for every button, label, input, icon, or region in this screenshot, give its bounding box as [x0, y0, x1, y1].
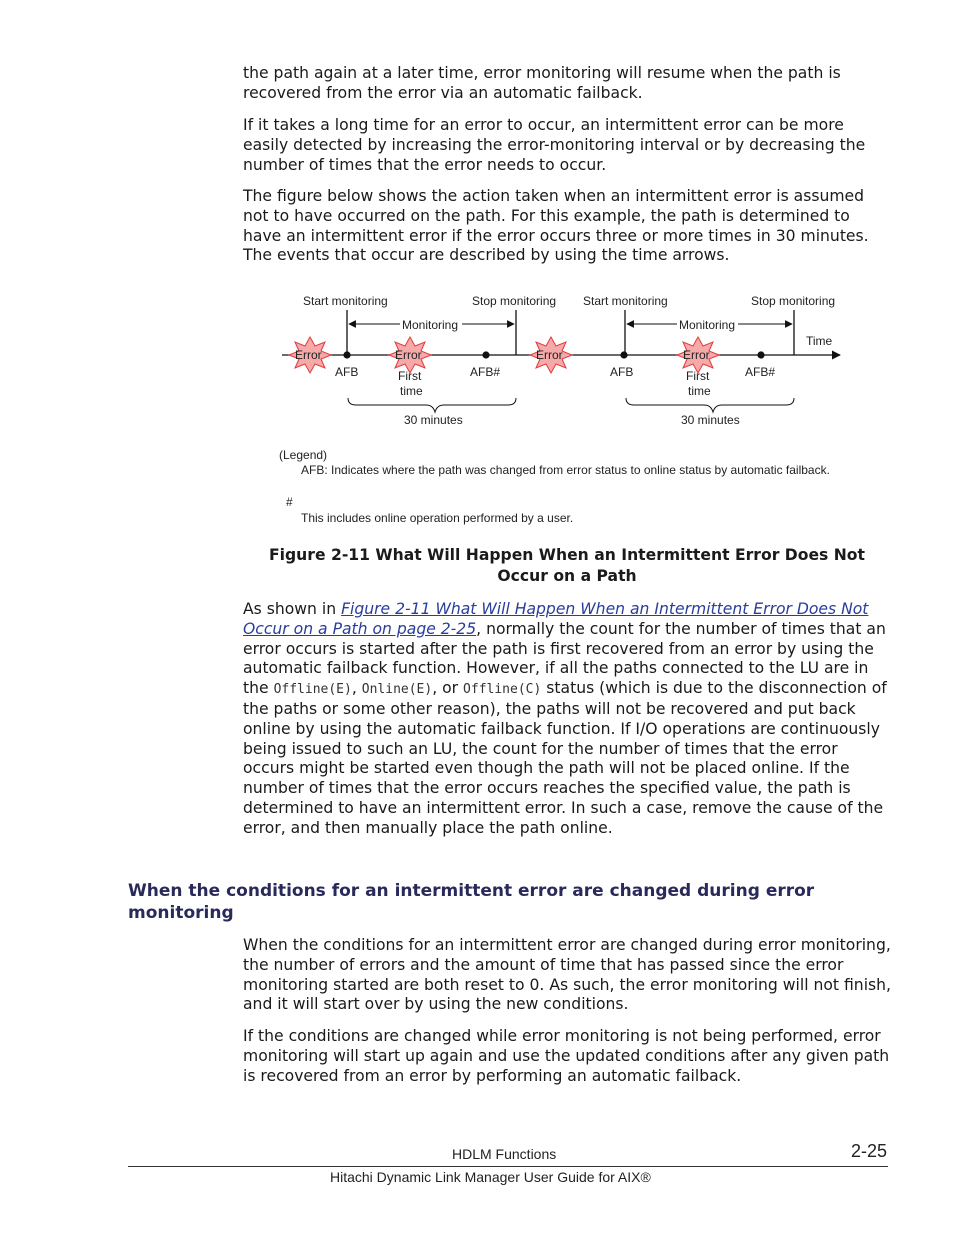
paragraph-detection-tip: If it takes a long time for an error to occur, an intermittent error can be more easily detected by increasing the error-monitoring interval or by decreasing the number of times that the error needs to occur. [243, 116, 866, 174]
legend-hash-symbol: # [286, 495, 293, 509]
afb-label-1: AFB [335, 365, 359, 379]
first-label-1: First [398, 369, 422, 383]
legend-hash-text: This includes online operation performed by a user. [301, 511, 574, 525]
section-heading-conditions-changed: When the conditions for an intermittent error are changed during error monitoring [128, 881, 815, 923]
paragraph-conditions-reset: When the conditions for an intermittent error are changed during error monitoring, the number of errors and the amount of time that has passed since the error monitoring started are both reset to 0. As such, the error monitoring will not finish, and it will start over by using the new conditions. [243, 936, 891, 1014]
p4-sep-2: , or [432, 679, 464, 698]
footer-divider [128, 1166, 888, 1167]
monitoring-label-1: Monitoring [402, 318, 459, 332]
time-label: Time [806, 334, 833, 348]
paragraph-conditions-not-monitoring: If the conditions are changed while error monitoring is not being performed, error monitoring will start up again and use the updated conditions after any given path is recovered from an error by performing an automatic failback. [243, 1027, 890, 1085]
afb-dot-2 [482, 351, 489, 358]
page-number: 2-25 [851, 1141, 888, 1161]
error-burst-1 [289, 337, 331, 373]
footer-section-title: HDLM Functions [452, 1146, 557, 1162]
paragraph-figure-intro: The figure below shows the action taken when an intermittent error is assumed not to have occurred on the path. For this example, the path is determined to have an intermittent error if the error occurs three or more times in 30 minutes. The events that occur are described by using the time arrows. [243, 187, 869, 265]
first-time-label-2: time [688, 384, 711, 398]
error-label-2: Error [395, 348, 422, 362]
figure-caption: Figure 2-11 What Will Happen When an Intermittent Error Does Not Occur on a Path [269, 546, 865, 585]
start-monitoring-label-2: Start monitoring [583, 294, 668, 308]
intermittent-error-timeline-figure [270, 285, 870, 530]
error-burst-4 [677, 337, 719, 373]
error-label-3: Error [536, 348, 563, 362]
afb-hash-label-1: AFB# [470, 365, 501, 379]
first-label-2: First [686, 369, 710, 383]
error-burst-3 [530, 337, 572, 373]
afb-dot-3 [620, 351, 627, 358]
error-label-1: Error [295, 348, 322, 362]
legend-afb-text: AFB: Indicates where the path was changed from error status to online status by automatic failback. [301, 463, 830, 477]
footer-guide-title: Hitachi Dynamic Link Manager User Guide for AIX® [330, 1169, 651, 1185]
thirty-minute-brace-1 [348, 398, 516, 412]
afb-label-2: AFB [610, 365, 634, 379]
stop-monitoring-label-2: Stop monitoring [751, 294, 836, 308]
p4-lead: As shown in [243, 600, 342, 618]
paragraph-continuation: the path again at a later time, error monitoring will resume when the path is recovered from the error via an automatic failback. [243, 64, 841, 102]
thirty-minute-brace-2 [626, 398, 794, 412]
p4-sep-1: , [351, 679, 362, 698]
status-offline-c: Offline(C) [463, 682, 542, 698]
error-label-4: Error [683, 348, 710, 362]
p4-text-2: status (which is due to the disconnection of the paths or some other reason), the paths will not be recovered and put back online by using the automatic failback function. If I/O operations are continuously being issued to such an LU, the count for the number of times that the error occurs might be started even though the path will not be placed online. If the number of times that the error occurs reaches the specified value, the path is determined to have an intermittent error. In such a case, remove the cause of the error, and then manually place the path online. [243, 679, 887, 837]
monitoring-label-2: Monitoring [679, 318, 736, 332]
figure-2-11-link[interactable]: Figure 2-11 What Will Happen When an Intermittent Error Does Not Occur on a Path on page 2-25 [243, 600, 869, 638]
status-online-e: Online(E) [361, 682, 433, 698]
thirty-minutes-label-1: 30 minutes [404, 413, 463, 427]
legend-title: (Legend) [279, 448, 328, 462]
start-monitoring-label-1: Start monitoring [303, 294, 388, 308]
afb-dot-4 [757, 351, 764, 358]
status-offline-e: Offline(E) [273, 682, 352, 698]
afb-hash-label-2: AFB# [745, 365, 776, 379]
afb-dot-1 [343, 351, 350, 358]
stop-monitoring-label-1: Stop monitoring [472, 294, 557, 308]
first-time-label-1: time [400, 384, 423, 398]
p4-text-1: , normally the count for the number of times that an error occurs is started after the path is first recovered from an error by using the automatic failback function. However, if all the paths connected to the LU are in the [243, 619, 886, 698]
thirty-minutes-label-2: 30 minutes [681, 413, 740, 427]
error-burst-2 [389, 337, 431, 373]
paragraph-automatic-failback-count [243, 600, 891, 839]
